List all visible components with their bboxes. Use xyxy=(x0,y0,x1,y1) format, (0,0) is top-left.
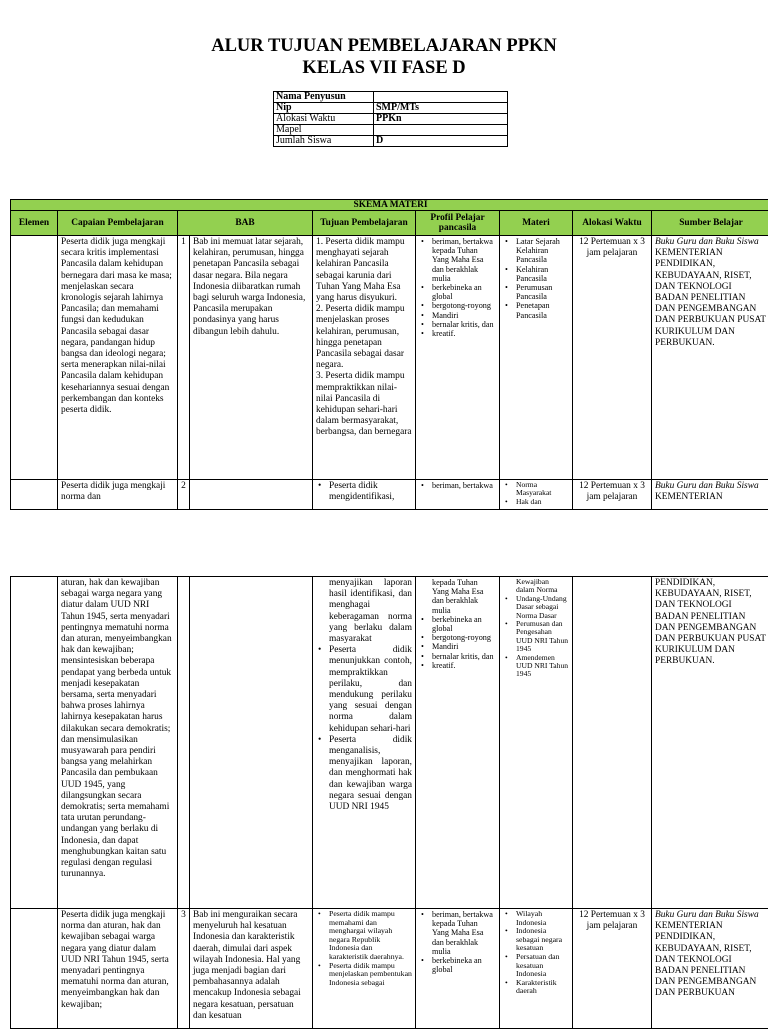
elemen-cell xyxy=(11,480,58,510)
list-item: • Peserta didik mengidentifikasi, xyxy=(329,481,412,503)
profil-lead: kepada Tuhan Yang Maha Esa dan berakhlak mulia xyxy=(419,578,496,615)
tujuan-cell xyxy=(313,577,416,909)
table-row xyxy=(11,577,768,909)
list-item: • Persatuan dan kesatuan Indonesia xyxy=(516,953,569,979)
alokasi-cell: 12 Pertemuan x 3 jam pelajaran xyxy=(573,909,652,1029)
info-value: D xyxy=(374,136,508,147)
list-item: • Peserta didik mampu memahami dan menghargai wilayah negara Republik Indonesia dan karakteristik daerahnya. xyxy=(329,910,412,962)
list-item: • kreatif. xyxy=(432,661,496,670)
list-item: • Perumusan dan Pengesahan UUD NRI Tahun 1945 xyxy=(516,620,569,654)
col-header-profil: Profil Pelajar pancasila xyxy=(416,211,500,236)
document-title-line2: KELAS VII FASE D xyxy=(0,57,768,79)
profil-cell xyxy=(416,480,500,510)
materi-cell xyxy=(500,577,573,909)
list-item: • Indonesia sebagai negara kesatuan xyxy=(516,927,569,953)
elemen-cell xyxy=(11,909,58,1029)
tujuan-item: menyajikan laporan hasil identifikasi, dan menghagai keberagaman norma yang berlaku dalam masyarakat xyxy=(316,578,412,645)
skema-materi-header: SKEMA MATERI xyxy=(11,200,768,211)
list-item: • Amendemen UUD NRI Tahun 1945 xyxy=(516,654,569,679)
sumber-cell: PENDIDIKAN, KEBUDAYAAN, RISET, DAN TEKNOLOGI BADAN PENELITIAN DAN PENGEMBANGAN DAN PERBUKUAN PUSAT KURIKULUM DAN PERBUKUAN. xyxy=(652,577,768,909)
elemen-cell xyxy=(11,236,58,480)
list-item: • beriman, bertakwa kepada Tuhan Yang Maha Esa dan berakhlak mulia xyxy=(432,237,496,283)
table-row xyxy=(11,909,768,1029)
bab-cell: Bab ini menguraikan secara menyeluruh hal kesatuan Indonesia dan karakteristik daerah, dimulai dari aspek wilayah Indonesia. Hal yang juga menjadi bagian dari pembahasannya adalah mencakup Indonesia sebagai negara kesatuan, persatuan dan kesatuan xyxy=(190,909,313,1029)
alokasi-cell xyxy=(573,577,652,909)
profil-cell xyxy=(416,577,500,909)
elemen-cell xyxy=(11,577,58,909)
col-header-materi: Materi xyxy=(500,211,573,236)
sumber-cell xyxy=(652,909,768,1029)
info-label: Nama Penyusun xyxy=(274,92,374,103)
tujuan-item: 1. Peserta didik mampu menghayati sejarah kelahiran Pancasila sebagai karunia dari Tuhan Yang Maha Esa yang harus disyukuri. xyxy=(316,237,412,304)
tujuan-cell xyxy=(313,909,416,1029)
col-header-capaian: Capaian Pembelajaran xyxy=(58,211,178,236)
list-item: • Kelahiran Pancasila xyxy=(516,265,569,283)
list-item: • berkebineka an global xyxy=(432,283,496,301)
materi-cell xyxy=(500,236,573,480)
tujuan-item: 2. Peserta didik mampu menjelaskan proses kelahiran, perumusan, hingga penetapan Pancasila sebagai dasar negara. xyxy=(316,304,412,371)
bab-number: 3 xyxy=(178,909,190,1029)
capaian-cell: aturan, hak dan kewajiban sebagai warga negara yang diatur dalam UUD NRI Tahun 1945, serta menyadari pentingnya mematuhi norma dan aturan, menyeimbangkan hak dan kewajiban; mensintesiskan beberapa pendapat yang berbeda untuk menjadi kesepakatan bersama, serta menyadari bahwa proses lahirnya lahirnya kesepakatan harus dilakukan secara demokratis; dan mensimulasikan musyawarah para pendiri bangsa yang melahirkan Pancasila dan pembukaan UUD 1945, yang dilangsungkan secara demokratis; serta memahami tata urutan perundang-undangan yang berlaku di Indonesia, dan dapat menghubungkan kaitan satu regulasi dengan regulasi turunannya. xyxy=(58,577,178,909)
list-item: • Peserta didik mampu menjelaskan pembentukan Indonesia sebagai xyxy=(329,962,412,988)
bab-cell xyxy=(190,577,313,909)
schema-table-page2 xyxy=(10,576,768,1029)
identity-table xyxy=(273,91,508,147)
list-item: • kreatif. xyxy=(432,329,496,338)
bab-cell xyxy=(190,480,313,510)
info-value: PPKn xyxy=(374,114,508,125)
info-value xyxy=(374,125,508,136)
col-header-elemen: Elemen xyxy=(11,211,58,236)
materi-cell xyxy=(500,480,573,510)
sumber-publisher: KEMENTERIAN xyxy=(655,492,723,502)
schema-table-page1 xyxy=(10,199,768,510)
list-item: • Perumusan Pancasila xyxy=(516,283,569,301)
col-header-sumber: Sumber Belajar xyxy=(652,211,768,236)
list-item: • Peserta didik menganalisis, menyajikan laporan, dan menghormati hak dan kewajiban warga negara sesuai dengan UUD NRI 1945 xyxy=(329,735,412,813)
sumber-cell xyxy=(652,236,768,480)
capaian-cell: Peserta didik juga mengkaji secara kritis implementasi Pancasila dalam kehidupan bernegara dari masa ke masa; menjelaskan secara kronologis sejarah lahirnya Pancasila; dan memahami fungsi dan kedudukan Pancasila sebagai dasar negara, pandangan hidup bangsa dan ideologi negara; serta menerapkan nilai-nilai Pancasila dalam kehidupan kesehariannya sesuai dengan perkembangan dan konteks peserta didik. xyxy=(58,236,178,480)
col-header-bab: BAB xyxy=(178,211,313,236)
info-label: Nip xyxy=(274,103,374,114)
list-item: • beriman, bertakwa xyxy=(432,481,496,490)
materi-lead: Kewajiban dalam Norma xyxy=(503,578,569,595)
sumber-publisher: KEMENTERIAN PENDIDIKAN, KEBUDAYAAN, RISET, DAN TEKNOLOGI BADAN PENELITIAN DAN PENGEMBANGAN DAN PERBUKUAN xyxy=(655,921,756,998)
table-row xyxy=(11,236,768,480)
alokasi-cell: 12 Pertemuan x 3 jam pelajaran xyxy=(573,236,652,480)
info-value xyxy=(374,92,508,103)
document-title-line1: ALUR TUJUAN PEMBELAJARAN PPKN xyxy=(0,35,768,57)
alokasi-cell: 12 Pertemuan x 3 jam pelajaran xyxy=(573,480,652,510)
tujuan-item: 3. Peserta didik mampu mempraktikkan nilai-nilai Pancasila di kehidupan sehari-hari dalam bermasyarakat, berbangsa, dan bernegara xyxy=(316,371,412,438)
info-label: Jumlah Siswa xyxy=(274,136,374,147)
materi-cell xyxy=(500,909,573,1029)
list-item: • Latar Sejarah Kelahiran Pancasila xyxy=(516,237,569,265)
list-item: • Mandiri xyxy=(432,311,496,320)
col-header-alokasi: Alokasi Waktu xyxy=(573,211,652,236)
sumber-book-title: Buku Guru dan Buku Siswa xyxy=(655,481,759,491)
sumber-cell xyxy=(652,480,768,510)
list-item: • Penetapan Pancasila xyxy=(516,301,569,319)
bab-cell: Bab ini memuat latar sejarah, kelahiran, perumusan, hingga penetapan Pancasila sebagai dasar negara. Bila negara Indonesia diibaratkan rumah bagi seluruh warga Indonesia, Pancasila merupakan pondasinya yang harus dibangun lebih dahulu. xyxy=(190,236,313,480)
list-item: • Karakteristik daerah xyxy=(516,979,569,996)
list-item: • bernalar kritis, dan xyxy=(432,320,496,329)
list-item: • Norma Masyarakat xyxy=(516,481,569,498)
info-value: SMP/MTs xyxy=(374,103,508,114)
list-item: • bergotong-royong xyxy=(432,633,496,642)
sumber-book-title: Buku Guru dan Buku Siswa xyxy=(655,910,759,920)
bab-number: 2 xyxy=(178,480,190,510)
list-item: • bergotong-royong xyxy=(432,301,496,310)
sumber-book-title: Buku Guru dan Buku Siswa xyxy=(655,237,759,247)
list-item: • Peserta didik menunjukkan contoh, mempraktikkan perilaku, dan mendukung perilaku yang sesuai dengan norma dalam kehidupan sehari-hari xyxy=(329,645,412,735)
bab-number: 1 xyxy=(178,236,190,480)
capaian-cell: Peserta didik juga mengkaji norma dan aturan, hak dan kewajiban sebagai warga negara yang diatur dalam UUD NRI Tahun 1945, serta menyadari pentingnya mematuhi norma dan aturan, menyeimbangkan hak dan kewajiban; xyxy=(58,909,178,1029)
list-item: • bernalar kritis, dan xyxy=(432,652,496,661)
tujuan-cell xyxy=(313,480,416,510)
col-header-tujuan: Tujuan Pembelajaran xyxy=(313,211,416,236)
tujuan-cell xyxy=(313,236,416,480)
list-item: • berkebineka an global xyxy=(432,956,496,974)
info-label: Mapel xyxy=(274,125,374,136)
table-row xyxy=(11,480,768,510)
list-item: • berkebineka an global xyxy=(432,615,496,633)
list-item: • Wilayah Indonesia xyxy=(516,910,569,927)
sumber-publisher: KEMENTERIAN PENDIDIKAN, KEBUDAYAAN, RISET, DAN TEKNOLOGI BADAN PENELITIAN DAN PENGEMBANGAN DAN PERBUKUAN PUSAT KURIKULUM DAN PERBUKUAN. xyxy=(655,248,766,348)
profil-cell xyxy=(416,909,500,1029)
info-label: Alokasi Waktu xyxy=(274,114,374,125)
profil-cell xyxy=(416,236,500,480)
list-item: • beriman, bertakwa kepada Tuhan Yang Maha Esa dan berakhlak mulia xyxy=(432,910,496,956)
list-item: • Hak dan xyxy=(516,498,569,506)
bab-number xyxy=(178,577,190,909)
capaian-cell: Peserta didik juga mengkaji norma dan xyxy=(58,480,178,510)
list-item: • Mandiri xyxy=(432,642,496,651)
list-item: • Undang-Undang Dasar sebagai Norma Dasar xyxy=(516,595,569,620)
